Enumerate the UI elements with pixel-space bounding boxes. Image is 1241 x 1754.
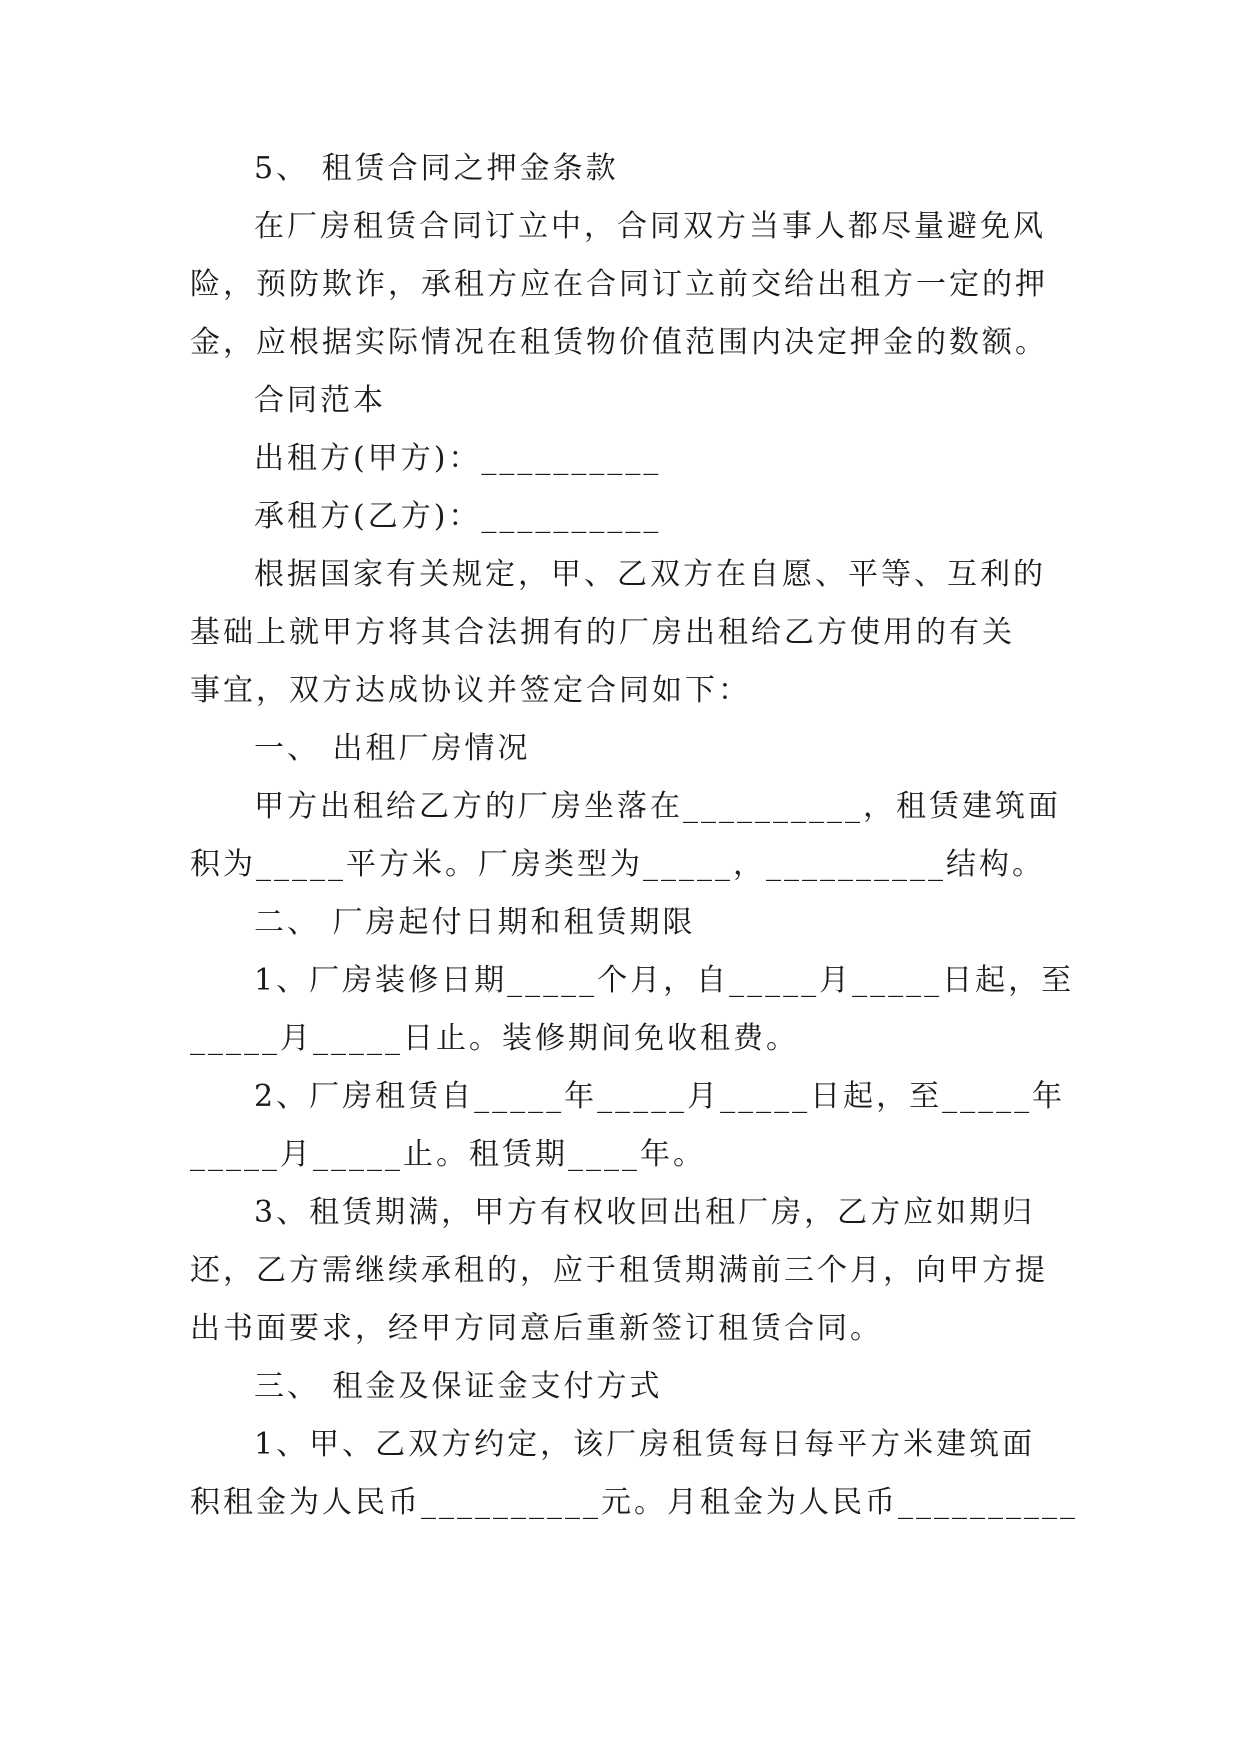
paragraph-line: 积租金为人民币__________元。月租金为人民币__________ [190,1485,1078,1520]
paragraph-line: 事宜，双方达成协议并签定合同如下： [190,673,751,708]
paragraph-line: 金，应根据实际情况在租赁物价值范围内决定押金的数额。 [190,325,1048,360]
paragraph-line: _____月_____止。租赁期____年。 [190,1137,706,1172]
paragraph-line: 1、厂房装修日期_____个月，自_____月_____日起，至 [254,963,1075,998]
paragraph-line: 在厂房租赁合同订立中，合同双方当事人都尽量避免风 [254,209,1046,244]
paragraph-line: 险，预防欺诈，承租方应在合同订立前交给出租方一定的押 [190,267,1048,302]
paragraph-line: 出书面要求，经甲方同意后重新签订租赁合同。 [190,1311,883,1346]
section-heading-3: 三、 租金及保证金支付方式 [254,1369,663,1404]
paragraph-line: 还，乙方需继续承租的，应于租赁期满前三个月，向甲方提 [190,1253,1048,1288]
paragraph-line: 根据国家有关规定，甲、乙双方在自愿、平等、互利的 [254,557,1046,592]
paragraph-line: 基础上就甲方将其合法拥有的厂房出租给乙方使用的有关 [190,615,1015,650]
paragraph-line: 3、租赁期满，甲方有权收回出租厂房，乙方应如期归 [254,1195,1036,1230]
paragraph-line: 积为_____平方米。厂房类型为_____，__________结构。 [190,847,1045,882]
paragraph-line: _____月_____日止。装修期间免收租费。 [190,1021,799,1056]
section-heading-template: 合同范本 [254,383,386,418]
section-heading-2: 二、 厂房起付日期和租赁期限 [254,905,696,940]
lessee-field: 承租方(乙方)：__________ [254,499,662,534]
paragraph-line: 2、厂房租赁自_____年_____月_____日起，至_____年 [254,1079,1066,1114]
section-heading-deposit: 5、 租赁合同之押金条款 [254,151,619,186]
paragraph-line: 甲方出租给乙方的厂房坐落在__________，租赁建筑面 [254,789,1061,824]
lessor-field: 出租方(甲方)：__________ [254,441,662,476]
section-heading-1: 一、 出租厂房情况 [254,731,531,766]
paragraph-line: 1、甲、乙双方约定，该厂房租赁每日每平方米建筑面 [254,1427,1036,1462]
